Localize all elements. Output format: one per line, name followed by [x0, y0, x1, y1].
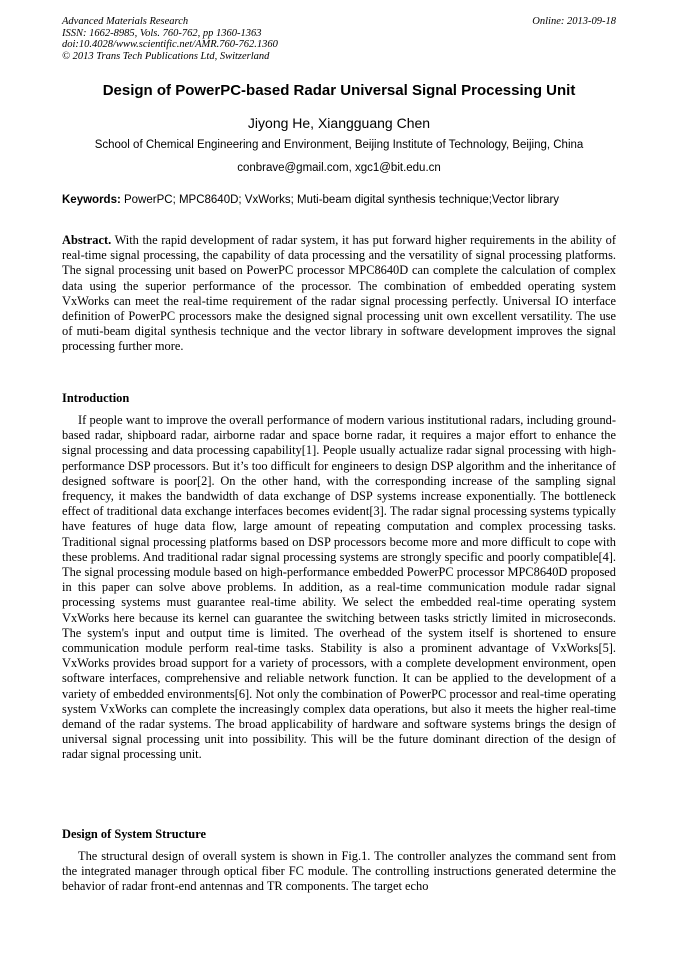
keywords-text: PowerPC; MPC8640D; VxWorks; Muti-beam digital synthesis technique;Vector library	[120, 194, 560, 206]
system-structure-body: The structural design of overall system is shown in Fig.1. The controller analyzes the command sent from the integrated manager through optical fiber FC module. The controlling instructions generated determine the behavior of radar front-end antennas and TR components. The target echo	[62, 849, 616, 894]
copyright-line: © 2013 Trans Tech Publications Ltd, Switzerland	[62, 50, 270, 62]
introduction-body: If people want to improve the overall performance of modern various institutional radars, including ground-based radar, shipboard radar, airborne radar and space borne radar, it requires a major effort to enhance the signal processing and data processing capability[1]. People usually actualize radar signal processing with high-performance DSP processors. But it’s too difficult for engineers to design DSP algorithm and the inheritance of designed software is poor[2]. On the other hand, with the corresponding increase of the sampling signal frequency, it makes the bandwidth of data exchange of DSP systems increase exponentially. The bottleneck effect of traditional data exchange interfaces becomes evident[3]. The radar signal processing systems typically have features of huge data flow, large amount of repeating computation and complex processing tasks. Traditional signal processing platforms based on DSP processors become more and more difficult to cope with these problems. And traditional radar signal processing systems are strongly specific and poorly compatible[4]. The signal processing module based on high-performance embedded PowerPC processor MPC8640D proposed in this paper can solve above problems. In addition, as a real-time communication module radar signal processing systems must guarantee real-time ability. We select the embedded real-time operating system VxWorks here because its kernel can guarantee the switching between tasks strictly limited in microseconds. The system's input and output time is limited. The overhead of the system itself is shortened to ensure communication module perform real-time tasks. Stability is also a prominent advantage of VxWorks[5]. VxWorks provides broad support for a variety of processors, with a complete development environment, open software interfaces, comprehensive and reliable network function. It can be applied to the development of a variety of embedded environments[6]. Not only the combination of PowerPC processor and real-time operating system VxWorks can complete the increasingly complex data operations, but also it meets the higher real-time demand of the radar systems. The broad applicability of hardware and software systems brings the design of universal signal processing unit into possibility. This will be the future dominant direction of the design of radar signal processing unit.	[62, 413, 616, 762]
journal-name: Advanced Materials Research	[62, 16, 189, 27]
abstract	[62, 233, 616, 355]
issn-line: ISSN: 1662-8985, Vols. 760-762, pp 1360-1363	[62, 27, 262, 39]
abstract-text: With the rapid development of radar system, it has put forward higher requirements in the ability of real-time signal processing, the capability of data processing and the versatility of signal processing platforms. The signal processing unit based on PowerPC processor MPC8640D can complete the calculation of complex data using the superior performance of the processor. The combination of embedded operating system VxWorks can meet the real-time requirement of the radar signal processing perfectly. Universal IO interface definition of PowerPC processors make the designed signal processing unit own excellent versatility. The use of muti-beam digital synthesis technique and the vector library in software development improves the signal processing further more.	[62, 233, 616, 354]
journal-header	[62, 16, 278, 62]
keywords-line	[62, 194, 616, 206]
abstract-label: Abstract.	[62, 233, 112, 247]
online-date: Online: 2013-09-18	[532, 16, 616, 27]
author-emails: conbrave@gmail.com, xgc1@bit.edu.cn	[237, 162, 441, 174]
keywords-label: Keywords:	[62, 194, 121, 206]
doi-line: doi:10.4028/www.scientific.net/AMR.760-762.1360	[62, 39, 278, 50]
paper-title: Design of PowerPC-based Radar Universal Signal Processing Unit	[102, 82, 576, 99]
affiliation: School of Chemical Engineering and Environment, Beijing Institute of Technology, Beijing, China	[94, 139, 584, 151]
authors: Jiyong He, Xiangguang Chen	[247, 115, 431, 131]
system-structure-heading: Design of System Structure	[62, 827, 206, 841]
introduction-heading: Introduction	[62, 391, 130, 405]
